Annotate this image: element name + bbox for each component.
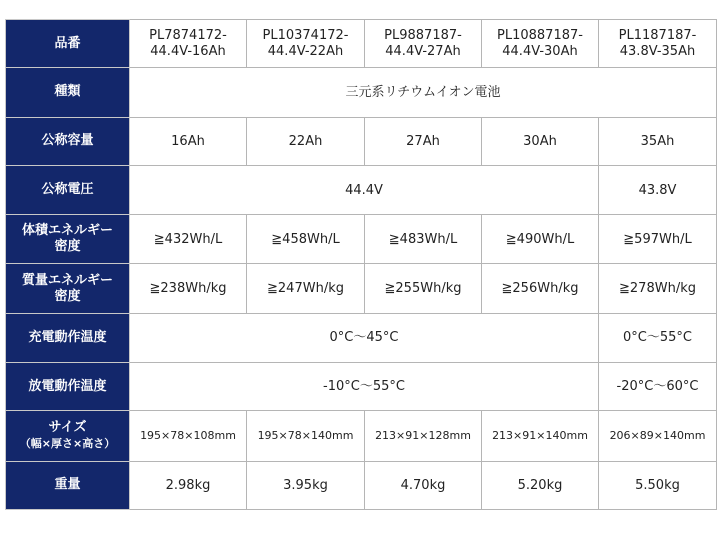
label-energy-mass-line1: 質量エネルギー: [21, 272, 113, 288]
capacity-1: 16Ah: [130, 117, 247, 165]
charge-temp-b: 0°C～55°C: [599, 313, 717, 362]
energy-vol-2: ≧458Wh/L: [247, 215, 365, 264]
model-3-line1: PL9887187-: [384, 27, 462, 43]
model-5-line2: 43.8V-35Ah: [619, 43, 696, 59]
discharge-temp-a: -10°C～55°C: [130, 363, 599, 411]
model-5-line1: PL1187187-: [618, 27, 697, 43]
weight-4: 5.20kg: [482, 461, 599, 509]
label-energy-mass: [6, 264, 130, 313]
energy-vol-3: ≧483Wh/L: [365, 215, 482, 264]
model-2-line2: 44.4V-22Ah: [267, 43, 344, 59]
model-cell-1: [130, 20, 247, 68]
energy-vol-1: ≧432Wh/L: [130, 215, 247, 264]
label-size-line2: （幅×厚さ×高さ）: [19, 436, 116, 450]
voltage-b: 43.8V: [599, 165, 717, 214]
model-3-line2: 44.4V-27Ah: [385, 43, 461, 59]
row-model: [6, 20, 717, 68]
capacity-5: 35Ah: [599, 117, 717, 165]
model-4-line2: 44.4V-30Ah: [502, 43, 578, 59]
label-energy-vol-line1: 体積エネルギー: [21, 223, 113, 239]
row-capacity: [6, 117, 717, 165]
energy-mass-3: ≧255Wh/kg: [365, 264, 482, 313]
model-cell-2: [247, 20, 365, 68]
label-discharge-temp: 放電動作温度: [6, 363, 130, 411]
capacity-2: 22Ah: [247, 117, 365, 165]
label-energy-mass-line2: 密度: [54, 288, 81, 304]
model-1-line2: 44.4V-16Ah: [150, 43, 226, 59]
label-size: [6, 411, 130, 461]
model-2-line1: PL10374172-: [262, 27, 349, 43]
row-energy-vol: [6, 215, 717, 264]
model-cell-5: [599, 20, 717, 68]
size-5: 206×89×140mm: [599, 411, 717, 461]
energy-vol-5: ≧597Wh/L: [599, 215, 717, 264]
size-4: 213×91×140mm: [482, 411, 599, 461]
weight-2: 3.95kg: [247, 461, 365, 509]
label-voltage: 公称電圧: [6, 165, 130, 214]
label-size-line1: サイズ: [48, 419, 87, 435]
model-cell-3: [365, 20, 482, 68]
row-voltage: [6, 165, 717, 214]
weight-3: 4.70kg: [365, 461, 482, 509]
label-capacity: 公称容量: [6, 117, 130, 165]
spec-table: [5, 19, 717, 510]
charge-temp-a: 0°C～45°C: [130, 313, 599, 362]
label-model: 品番: [6, 20, 130, 68]
capacity-3: 27Ah: [365, 117, 482, 165]
row-discharge-temp: [6, 363, 717, 411]
size-2: 195×78×140mm: [247, 411, 365, 461]
label-energy-vol-line2: 密度: [54, 239, 81, 255]
type-value: 三元系リチウムイオン電池: [130, 68, 717, 117]
row-weight: [6, 461, 717, 509]
weight-5: 5.50kg: [599, 461, 717, 509]
energy-vol-4: ≧490Wh/L: [482, 215, 599, 264]
row-size: [6, 411, 717, 461]
discharge-temp-b: -20°C～60°C: [599, 363, 717, 411]
row-type: [6, 68, 717, 117]
label-charge-temp: 充電動作温度: [6, 313, 130, 362]
row-charge-temp: [6, 313, 717, 362]
size-1: 195×78×108mm: [130, 411, 247, 461]
weight-1: 2.98kg: [130, 461, 247, 509]
energy-mass-4: ≧256Wh/kg: [482, 264, 599, 313]
energy-mass-5: ≧278Wh/kg: [599, 264, 717, 313]
size-3: 213×91×128mm: [365, 411, 482, 461]
capacity-4: 30Ah: [482, 117, 599, 165]
energy-mass-1: ≧238Wh/kg: [130, 264, 247, 313]
label-weight: 重量: [6, 461, 130, 509]
model-4-line1: PL10887187-: [497, 27, 583, 43]
label-energy-vol: [6, 215, 130, 264]
label-type: 種類: [6, 68, 130, 117]
voltage-a: 44.4V: [130, 165, 599, 214]
model-cell-4: [482, 20, 599, 68]
energy-mass-2: ≧247Wh/kg: [247, 264, 365, 313]
model-1-line1: PL7874172-: [149, 27, 227, 43]
row-energy-mass: [6, 264, 717, 313]
